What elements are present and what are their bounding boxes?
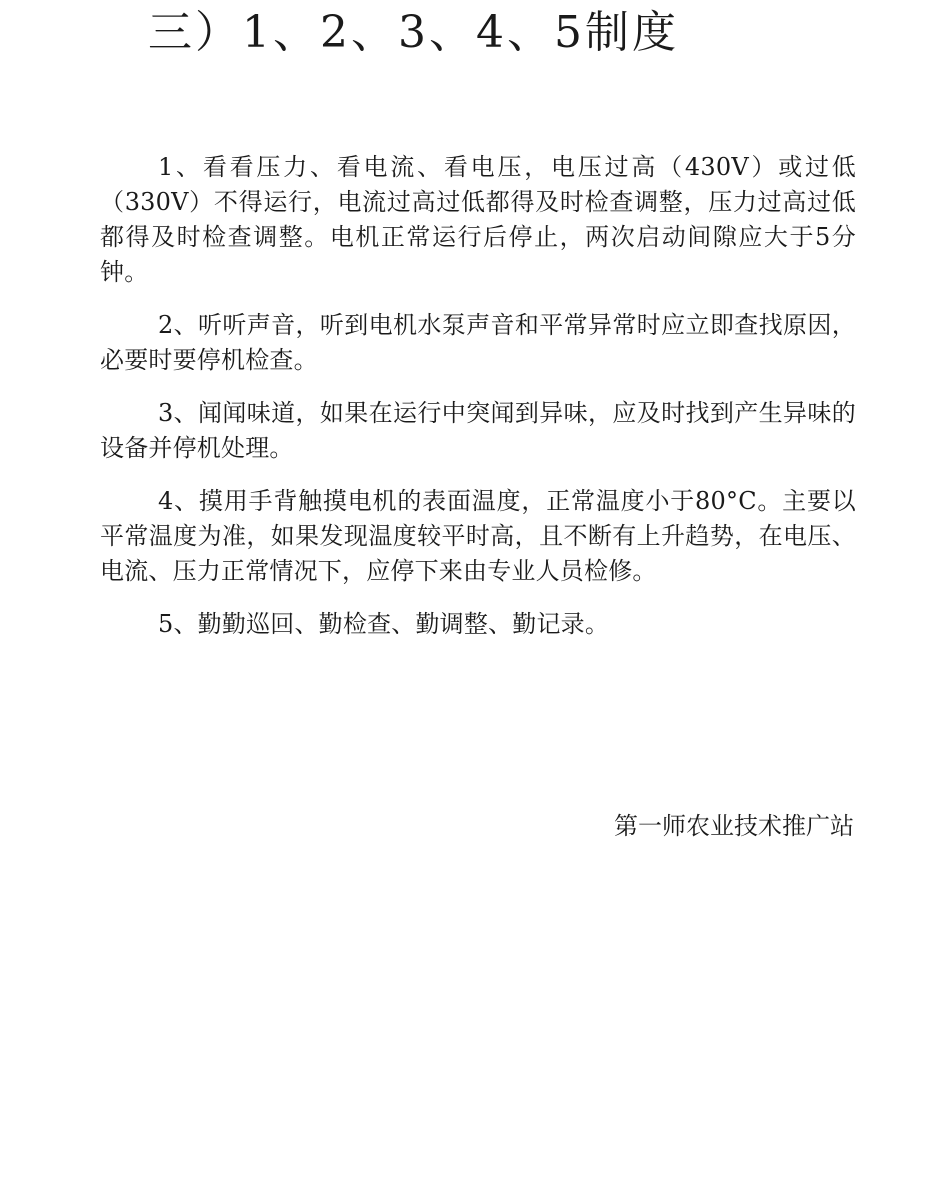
paragraph-item-1: 1、看看压力、看电流、看电压，电压过高（430V）或过低（330V）不得运行，电流过高过低都得及时检查调整，压力过高过低都得及时检查调整。电机正常运行后停止，两次启动间隙应大于5分钟。	[100, 153, 856, 286]
paragraph-item-3: 3、闻闻味道，如果在运行中突闻到异味，应及时找到产生异味的设备并停机处理。	[100, 399, 856, 462]
document-signature: 第一师农业技术推广站	[614, 812, 854, 840]
document-title: 三）1、2、3、4、5制度	[148, 7, 679, 58]
paragraph-item-5: 5、勤勤巡回、勤检查、勤调整、勤记录。	[158, 610, 610, 638]
paragraph-item-2: 2、听听声音，听到电机水泵声音和平常异常时应立即查找原因，必要时要停机检查。	[100, 311, 856, 374]
paragraph-item-4: 4、摸用手背触摸电机的表面温度，正常温度小于80°C。主要以平常温度为准，如果发现温度较平时高，且不断有上升趋势，在电压、电流、压力正常情况下，应停下来由专业人员检修。	[100, 487, 856, 585]
document-body	[100, 150, 856, 660]
